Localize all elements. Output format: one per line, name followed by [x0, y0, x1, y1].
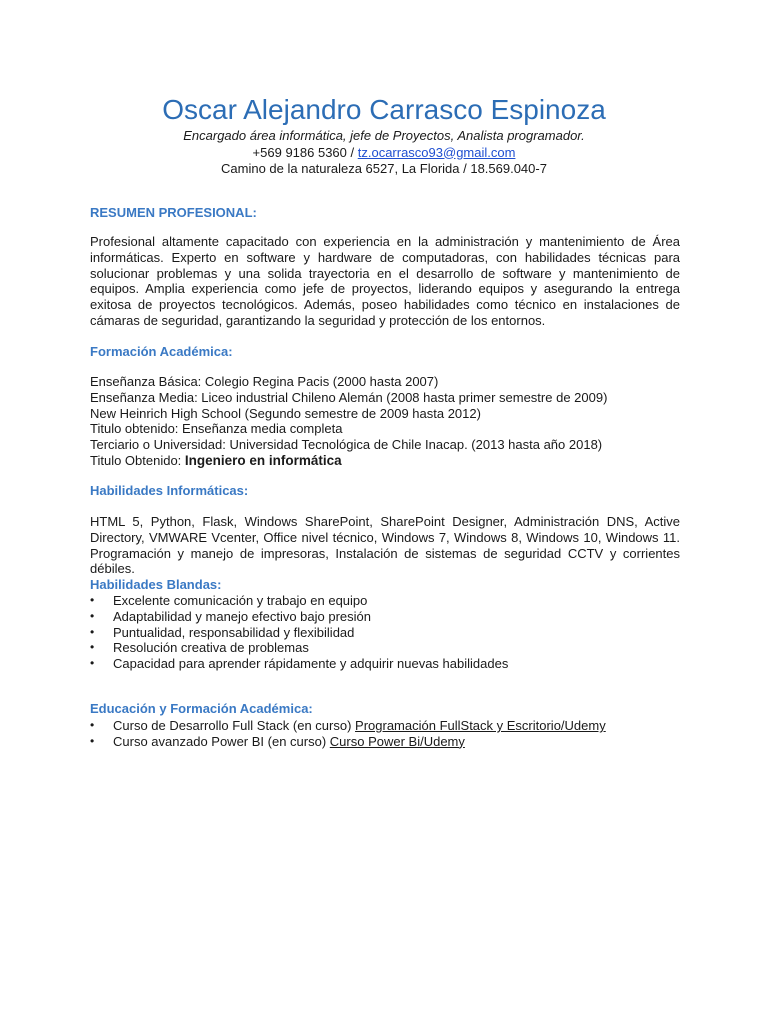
address-line: Camino de la naturaleza 6527, La Florida / 18.569.040-7: [221, 161, 547, 176]
degree-title: Ingeniero en informática: [184, 452, 342, 468]
list-item: [90, 718, 680, 734]
blandas-heading: Habilidades Blandas:: [90, 577, 222, 592]
formacion-line-title: [90, 453, 680, 469]
list-item-text: Resolución creativa de problemas: [113, 640, 309, 656]
informaticas-text: HTML 5, Python, Flask, Windows SharePoint, SharePoint Designer, Administración DNS, Active Directory, VMWARE Vcenter, Office nivel técnico, Windows 7, Windows 8, Windows 10, Windows 11. Programación y manejo de impresoras, Instalación de sistemas de seguridad CCTV y corrientes débiles.: [90, 514, 680, 577]
list-item: [90, 656, 680, 672]
list-item-text: Excelente comunicación y trabajo en equipo: [113, 593, 368, 608]
formacion-heading: Formación Académica:: [90, 344, 233, 359]
bullet-icon: •: [90, 718, 95, 732]
list-item-text: Puntualidad, responsabilidad y flexibilidad: [113, 624, 355, 640]
bullet-icon: •: [90, 640, 95, 655]
course-link[interactable]: Curso Power Bi/Udemy: [329, 733, 465, 749]
email-link[interactable]: tz.ocarrasco93@gmail.com: [357, 144, 516, 160]
bullet-icon: •: [90, 656, 95, 671]
course-link[interactable]: Programación FullStack y Escritorio/Udemy: [355, 718, 606, 733]
blandas-list-wrap: [90, 593, 680, 672]
list-item-text: Adaptabilidad y manejo efectivo bajo presión: [113, 608, 372, 624]
bullet-icon: •: [90, 593, 95, 607]
course-text: Curso de Desarrollo Full Stack (en curso): [113, 718, 356, 733]
candidate-name: Oscar Alejandro Carrasco Espinoza: [162, 94, 606, 125]
formacion-line: Titulo obtenido: Enseñanza media completa: [90, 421, 343, 437]
list-item-text: Capacidad para aprender rápidamente y adquirir nuevas habilidades: [113, 656, 509, 672]
bullet-icon: •: [90, 608, 95, 623]
formacion-line: Enseñanza Media: Liceo industrial Chileno Alemán (2008 hasta primer semestre de 2009): [90, 389, 608, 405]
list-item: [90, 734, 680, 750]
educacion-heading: Educación y Formación Académica:: [90, 701, 313, 716]
resumen-text: Profesional altamente capacitado con experiencia en la administración y mantenimiento de Área informáticas. Experto en software y hardware de computadoras, con habilidades técnicas para solucionar problemas y una solida trayectoria en el desarrollo de software y mantenimiento de equipos. Amplia experiencia como jefe de proyectos, liderando equipos y asegurando la entrega exitosa de proyectos tecnológicos. Además, poseo habilidades como técnico en instalaciones de cámaras de seguridad, garantizando la seguridad y protección de los entornos.: [90, 234, 680, 328]
course-text: Curso avanzado Power BI (en curso): [113, 733, 330, 749]
candidate-subtitle: Encargado área informática, jefe de Proyectos, Analista programador.: [183, 128, 585, 143]
resumen-heading: RESUMEN PROFESIONAL:: [90, 205, 257, 220]
blandas-list: [90, 593, 680, 672]
informaticas-heading: Habilidades Informáticas:: [90, 483, 249, 498]
phone-text: +569 9186 5360 /: [252, 144, 358, 160]
list-item: [90, 609, 680, 625]
bullet-icon: •: [90, 624, 95, 639]
bullet-icon: •: [90, 733, 95, 748]
title-prefix: Titulo Obtenido:: [90, 452, 185, 468]
formacion-list: [90, 374, 680, 469]
formacion-line: Enseñanza Básica: Colegio Regina Pacis (2000 hasta 2007): [90, 374, 439, 389]
list-item: [90, 625, 680, 641]
educacion-list-wrap: [90, 718, 680, 750]
resume-header: [0, 92, 768, 178]
formacion-line: New Heinrich High School (Segundo semestre de 2009 hasta 2012): [90, 405, 481, 421]
educacion-list: [90, 718, 680, 750]
contact-line: [0, 145, 768, 162]
list-item: [90, 593, 680, 609]
list-item: [90, 640, 680, 656]
formacion-line: Terciario o Universidad: Universidad Tecnológica de Chile Inacap. (2013 hasta año 2018): [90, 437, 603, 453]
